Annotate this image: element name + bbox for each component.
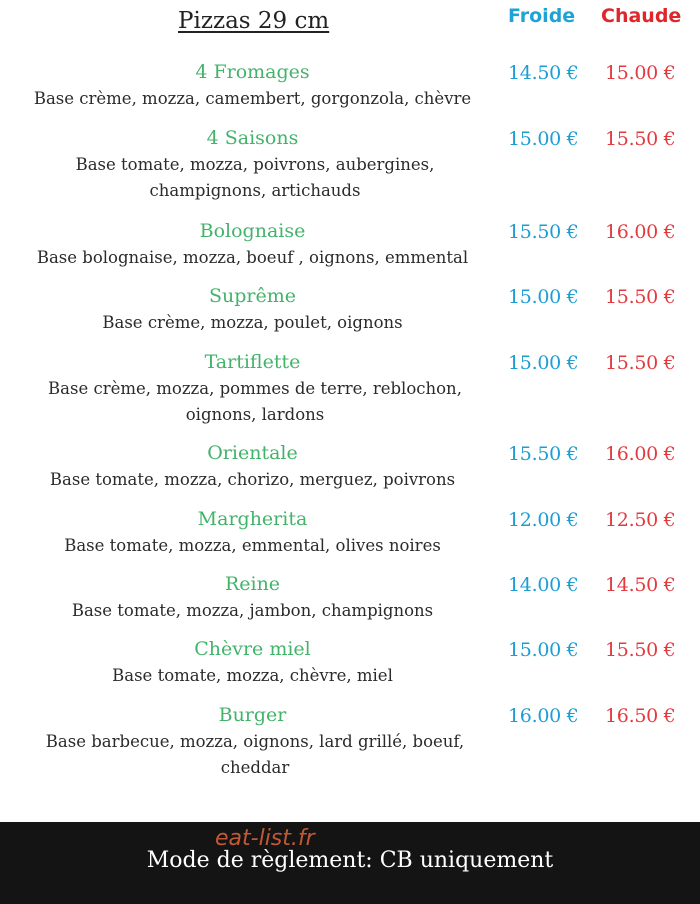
price-chaude: 14.50 € [605, 574, 676, 596]
pizza-description: Base crème, mozza, camembert, gorgonzola, chèvre [33, 89, 472, 108]
price-chaude: 15.50 € [605, 352, 676, 374]
footer-bar [0, 822, 700, 904]
price-chaude: 16.50 € [605, 705, 676, 727]
pizza-description: Base bolognaise, mozza, boeuf , oignons, emmental [36, 248, 469, 267]
price-froide: 15.00 € [508, 352, 579, 374]
price-chaude: 16.00 € [605, 443, 676, 465]
pizza-description: Base tomate, mozza, chèvre, miel [112, 666, 393, 685]
pizza-description: Base barbecue, mozza, oignons, lard grillé, boeuf, cheddar [45, 732, 465, 777]
pizza-name: Reine [224, 573, 281, 595]
price-chaude: 16.00 € [605, 221, 676, 243]
pizza-description: Base crème, mozza, pommes de terre, reblochon, oignons, lardons [48, 379, 462, 424]
price-chaude: 15.00 € [605, 62, 676, 84]
price-froide: 15.00 € [508, 286, 579, 308]
price-froide: 15.50 € [508, 221, 579, 243]
pizza-name: Orientale [207, 442, 298, 464]
price-chaude: 15.50 € [605, 286, 676, 308]
price-froide: 14.50 € [508, 62, 579, 84]
payment-info: Mode de règlement: CB uniquement [146, 848, 554, 873]
pizza-description: Base tomate, mozza, jambon, champignons [71, 601, 434, 620]
price-chaude: 12.50 € [605, 509, 676, 531]
price-froide: 15.50 € [508, 443, 579, 465]
pizza-description: Base tomate, mozza, emmental, olives noires [64, 536, 441, 555]
pizza-name: 4 Fromages [195, 61, 310, 83]
pizza-description: Base tomate, mozza, poivrons, aubergines, champignons, artichauds [75, 155, 435, 200]
pizza-name: 4 Saisons [206, 127, 299, 149]
pizza-name: Margherita [197, 508, 308, 530]
column-header-froide: Froide [508, 5, 576, 27]
pizza-description: Base tomate, mozza, chorizo, merguez, poivrons [49, 470, 456, 489]
pizza-name: Tartiflette [204, 351, 301, 373]
price-froide: 14.00 € [508, 574, 579, 596]
menu-title: Pizzas 29 cm [178, 8, 330, 34]
pizza-name: Bolognaise [199, 220, 306, 242]
price-froide: 15.00 € [508, 639, 579, 661]
pizza-description: Base crème, mozza, poulet, oignons [102, 313, 403, 332]
price-chaude: 15.50 € [605, 128, 676, 150]
pizza-name: Chèvre miel [194, 638, 311, 660]
price-froide: 15.00 € [508, 128, 579, 150]
watermark: eat-list.fr [215, 826, 315, 851]
price-froide: 16.00 € [508, 705, 579, 727]
price-froide: 12.00 € [508, 509, 579, 531]
pizza-name: Suprême [208, 285, 296, 307]
price-chaude: 15.50 € [605, 639, 676, 661]
column-header-chaude: Chaude [601, 5, 682, 27]
pizza-name: Burger [218, 704, 287, 726]
